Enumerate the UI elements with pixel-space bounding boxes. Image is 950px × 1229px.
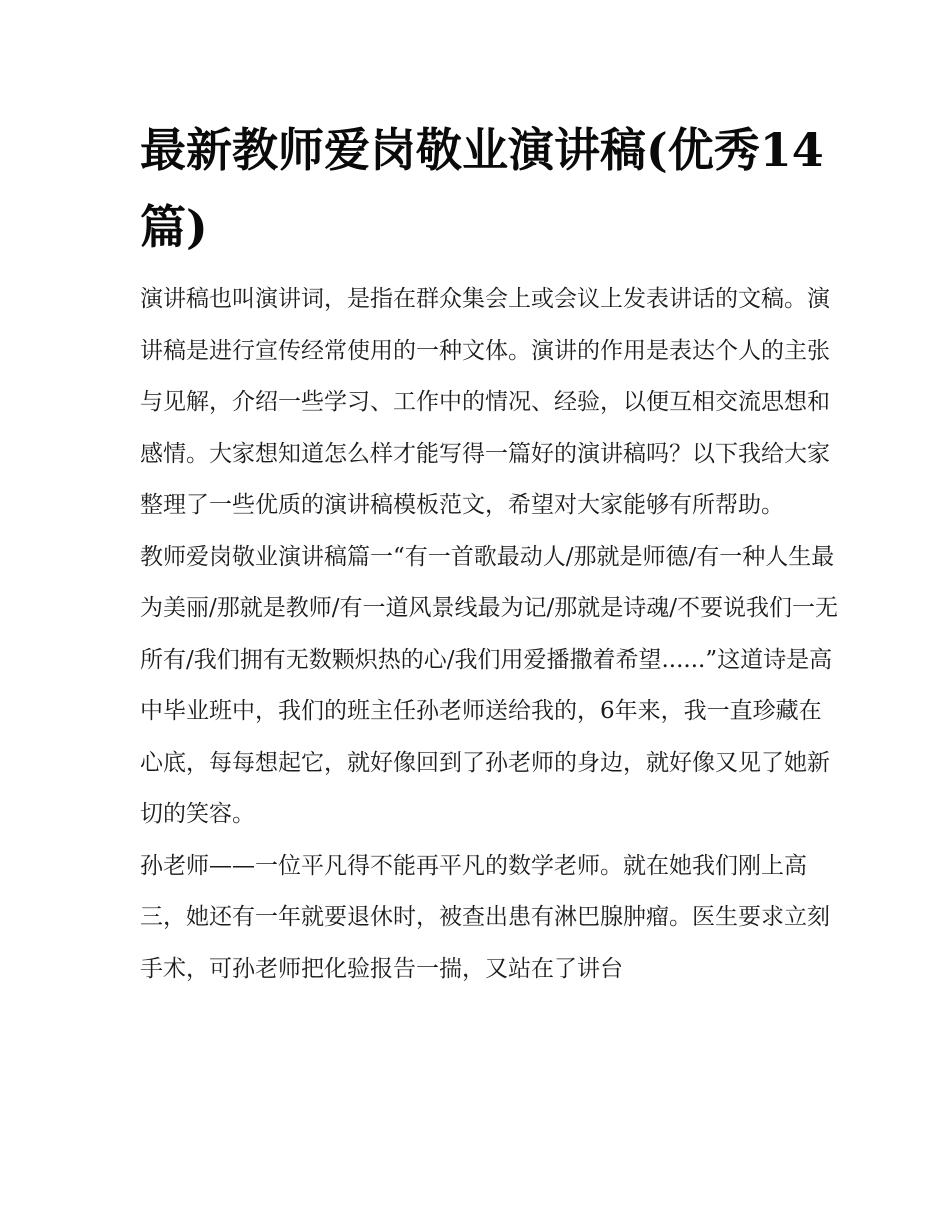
teacher-sun-paragraph: 孙老师——一位平凡得不能再平凡的数学老师。就在她我们刚上高三，她还有一年就要退休时，被查出患有淋巴腺肿瘤。医生要求立刻手术，可孙老师把化验报告一揣，又站在了讲台 (140, 852, 830, 982)
intro-paragraph: 演讲稿也叫演讲词，是指在群众集会上或会议上发表讲话的文稿。演讲稿是进行宣传经常使用的一种文体。演讲的作用是表达个人的主张与见解，介绍一些学习、工作中的情况、经验，以便互相交流思想和感情。大家想知道怎么样才能写得一篇好的演讲稿吗？以下我给大家整理了一些优质的演讲稿模板范文，希望对大家能够有所帮助。 (140, 286, 830, 518)
document-body (140, 274, 840, 995)
speech-one-paragraph: 教师爱岗敬业演讲稿篇一“有一首歌最动人/那就是师德/有一种人生最为美丽/那就是教师/有一道风景线最为记/那就是诗魂/不要说我们一无所有/我们拥有无数颗炽热的心/我们用爱播撒着希望......”这道诗是高中毕业班中，我们的班主任孙老师送给我的，6年来，我一直珍藏在心底，每每想起它，就好像回到了孙老师的身边，就好像又见了她新切的笑容。 (140, 543, 838, 827)
document-title: 最新教师爱岗敬业演讲稿(优秀14篇) (140, 123, 824, 254)
